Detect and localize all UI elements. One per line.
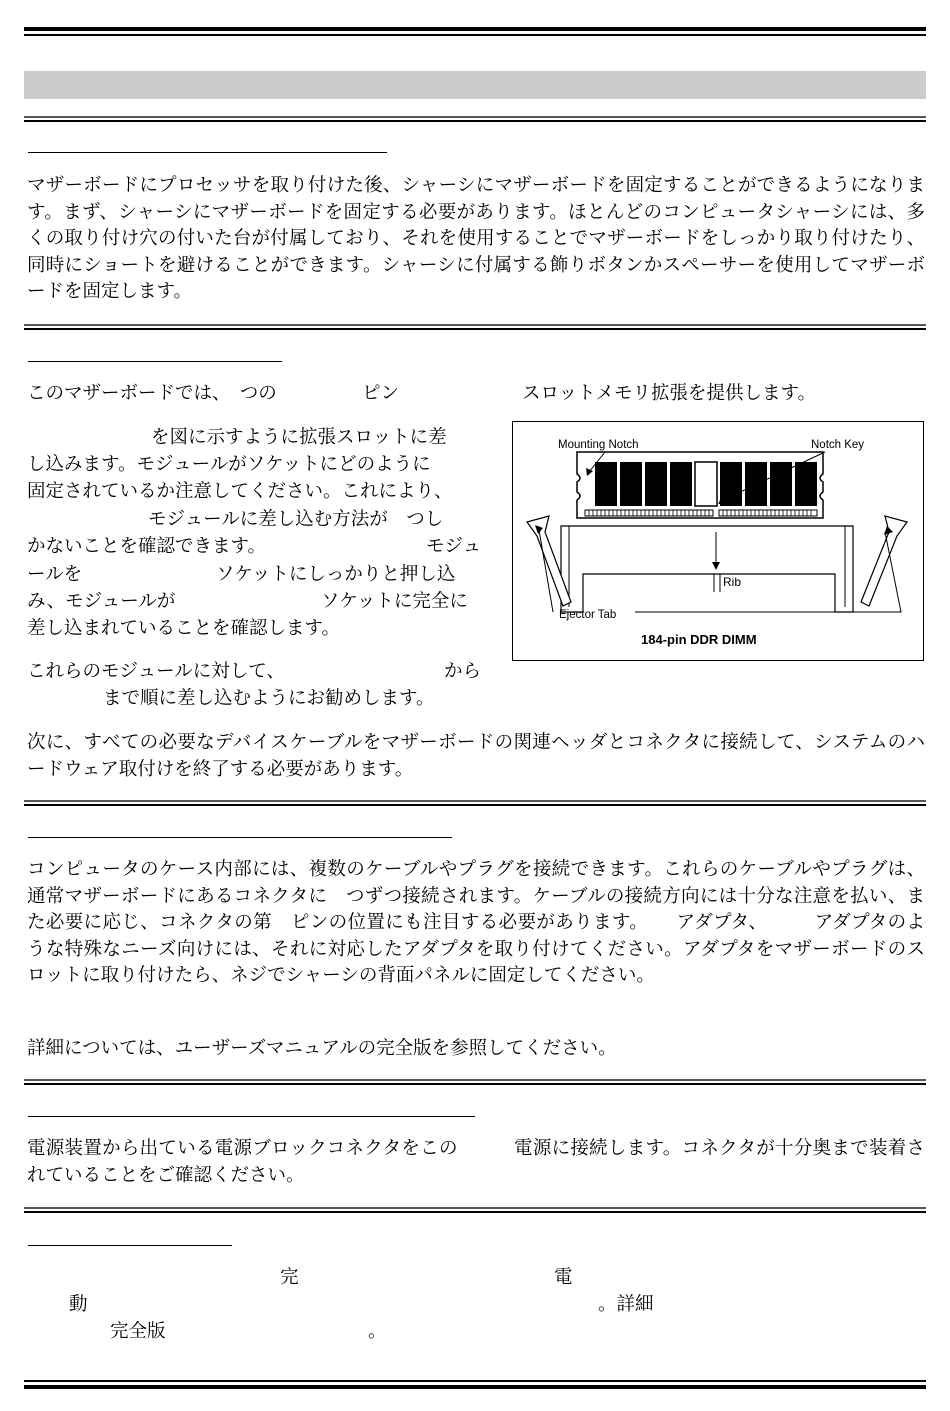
right-ejector-tab	[861, 516, 907, 606]
section-title-underline	[28, 1245, 232, 1246]
section-title-underline	[28, 152, 387, 153]
memory-text-line: し込みます。モジュールがソケットにどのように	[27, 454, 431, 475]
section-title-underline	[28, 1116, 475, 1117]
ejector-tab-label: Ejector Tab	[559, 609, 617, 621]
memory-order-a: これらのモジュールに対して、	[27, 661, 285, 682]
memory-text-line: 固定されているか注意してください。これにより、	[27, 481, 453, 502]
bottom-rule	[24, 1380, 926, 1389]
fragment-text: 完	[280, 1267, 299, 1288]
manual-reference-paragraph: 詳細については、ユーザーズマニュアルの完全版を参照してください。	[27, 1038, 617, 1059]
memory-text-line: ールを	[27, 564, 83, 585]
memory-text-line: 差し込まれていることを確認します。	[27, 618, 341, 639]
memory-text-line: み、モジュールが	[27, 591, 176, 612]
memory-intro-c: スロットメモリ拡張を提供します。	[522, 383, 816, 404]
memory-chips	[595, 462, 817, 506]
fragment-text: 。	[368, 1321, 387, 1342]
connectors-paragraph: コンピュータのケース内部には、複数のケーブルやプラグを接続できます。これらのケーブルやプラグは、通常マザーボードにあるコネクタに つずつ接続されます。ケーブルの接続方向には十分な注意を払い、また必要に応じ、コネクタの第 ピンの位置にも注目する必要があります。 アダプタ、 アダプタのような特殊なニーズ向けには、それに対応したアダプタを取り付けてください。アダプタをマザーボードのスロットに取り付けたら、ネジでシャーシの背面パネルに固定してください。	[27, 859, 925, 986]
mounting-notch-label: Mounting Notch	[558, 439, 639, 451]
power-connector-paragraph: 電源装置から出ている電源ブロックコネクタをこの 電源に接続します。コネクタが十分奥まで装着されていることをご確認ください。	[27, 1138, 925, 1186]
fragment-text: 電	[554, 1267, 573, 1288]
memory-intro-a: このマザーボードでは、 つの	[27, 383, 277, 404]
section-rule	[24, 1207, 926, 1213]
notch-key-label: Notch Key	[811, 439, 865, 451]
rib-label: Rib	[723, 575, 742, 589]
memory-text-line: モジュールに差し込む方法が つし	[148, 509, 444, 530]
dimm-illustration	[513, 422, 923, 660]
cable-install-paragraph: 次に、すべての必要なデバイスケーブルをマザーボードの関連ヘッダとコネクタに接続して、システムのハードウェア取付けを終了する必要があります。	[27, 732, 925, 780]
memory-text-line: ソケットに完全に	[321, 591, 468, 612]
section-rule	[24, 1079, 926, 1085]
memory-text-line: ソケットにしっかりと押し込	[216, 564, 456, 585]
section-rule	[24, 800, 926, 806]
rib-mark	[714, 574, 720, 592]
fragment-text: 。詳細	[598, 1294, 654, 1315]
memory-intro-b: ピン	[362, 383, 400, 404]
fragment-text: 動	[69, 1294, 88, 1315]
diagram-caption: 184-pin DDR DIMM	[641, 632, 757, 647]
socket-outline	[561, 526, 853, 612]
memory-order-b: から	[444, 661, 482, 682]
header-band	[24, 71, 926, 99]
memory-order-c: まで順に差し込むようにお勧めします。	[103, 688, 435, 709]
memory-text-line: を図に示すように拡張スロットに差	[151, 427, 447, 448]
fragment-text: 完全版	[110, 1321, 166, 1342]
section-rule	[24, 116, 926, 122]
section-title-underline	[28, 837, 452, 838]
dimm-diagram	[512, 421, 924, 661]
section-rule	[24, 324, 926, 330]
memory-text-line: かないことを確認できます。	[27, 536, 267, 557]
mount-motherboard-paragraph: マザーボードにプロセッサを取り付けた後、シャーシにマザーボードを固定することができるようになります。まず、シャーシにマザーボードを固定する必要があります。ほとんどのコンピュータシャーシには、多くの取り付け穴の付いた台が付属しており、それを使用することでマザーボードをしっかり取り付けたり、同時にショートを避けることができます。シャーシに付属する飾りボタンかスペーサーを使用してマザーボードを固定します。	[27, 175, 925, 302]
section-title-underline	[28, 361, 282, 362]
memory-text-line: モジュ	[426, 536, 482, 557]
top-rule	[24, 27, 926, 36]
